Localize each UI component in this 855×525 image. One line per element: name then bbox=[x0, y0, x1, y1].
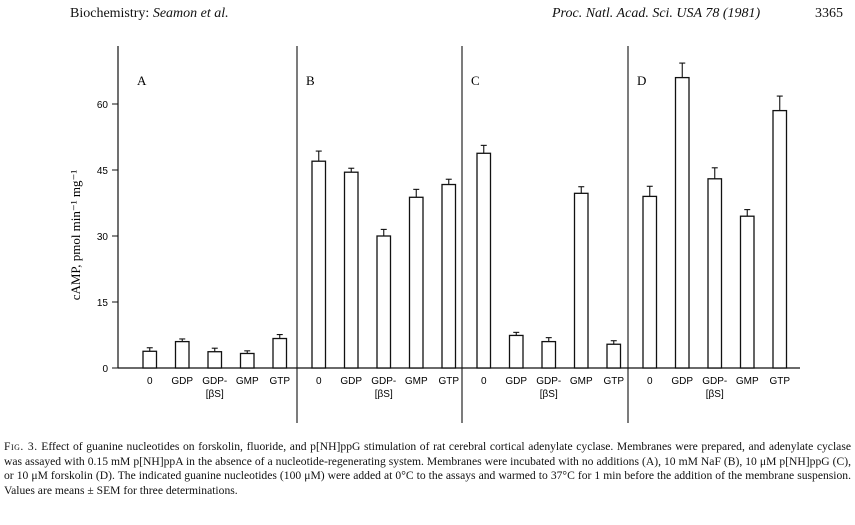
bar bbox=[208, 352, 222, 368]
bar bbox=[273, 339, 287, 368]
x-tick-label: GTP bbox=[769, 376, 791, 387]
bar bbox=[410, 197, 424, 368]
figure-label: Fig. 3. bbox=[4, 440, 38, 453]
bar bbox=[607, 344, 621, 368]
x-tick-label-line2: [βS] bbox=[374, 389, 393, 400]
panel-b bbox=[306, 73, 459, 400]
panel-label: C bbox=[471, 73, 480, 88]
journal-name: Biochemistry: bbox=[70, 6, 150, 21]
bar bbox=[643, 196, 657, 368]
x-tick-label: GDP bbox=[171, 376, 194, 387]
panel-c bbox=[471, 73, 624, 400]
bar bbox=[676, 78, 690, 368]
x-tick-label: GMP bbox=[735, 376, 759, 387]
x-tick-label: GTP bbox=[269, 376, 291, 387]
x-tick-label-line2: [βS] bbox=[205, 389, 224, 400]
bar bbox=[377, 236, 391, 368]
bar bbox=[143, 351, 157, 368]
figure-caption bbox=[4, 440, 851, 498]
panel-label: B bbox=[306, 73, 315, 88]
x-tick-label: GMP bbox=[569, 376, 593, 387]
bar bbox=[442, 185, 456, 368]
x-tick-label: GDP bbox=[505, 376, 528, 387]
y-tick-label: 0 bbox=[102, 364, 108, 375]
bar bbox=[773, 111, 787, 368]
bar bbox=[510, 335, 524, 368]
panel-label: A bbox=[137, 73, 147, 88]
x-tick-label: GDP- bbox=[536, 376, 562, 387]
panel-label: D bbox=[637, 73, 647, 88]
x-tick-label: GDP bbox=[671, 376, 694, 387]
journal-citation: Proc. Natl. Acad. Sci. USA 78 (1981) bbox=[552, 6, 761, 21]
caption-text: Effect of guanine nucleotides on forskolin, fluoride, and p[NH]ppG stimulation of rat cerebral cortical adenylate cyclase. Membranes were prepared, and adenylate cyclase was assayed with 0.15 mM p[NH]ppA in the absence of a nucleotide-regenerating system. Membranes were incubated with no additions (A), 10 mM NaF (B), 10 μM p[NH]ppG (C), or 10 μM forskolin (D). The indicated guanine nucleotides (100 μM) were added at 0°C to the assays and warmed to 37°C for 1 min before the addition of the membrane suspension. Values are means ± SEM for three determinations. bbox=[4, 440, 851, 497]
bar bbox=[542, 342, 556, 368]
bar bbox=[241, 353, 255, 368]
x-tick-label: GDP bbox=[340, 376, 363, 387]
x-tick-label: 0 bbox=[146, 376, 153, 387]
y-tick-label: 60 bbox=[96, 100, 108, 111]
x-tick-label-line2: [βS] bbox=[539, 389, 558, 400]
bar bbox=[176, 342, 190, 368]
x-tick-label-line2: [βS] bbox=[705, 389, 724, 400]
bar bbox=[708, 179, 722, 368]
chart-panels bbox=[137, 46, 790, 423]
x-tick-label: GDP- bbox=[371, 376, 397, 387]
x-tick-label: GMP bbox=[235, 376, 259, 387]
panel-a bbox=[137, 73, 290, 400]
x-tick-label: GDP- bbox=[702, 376, 728, 387]
y-tick-label: 15 bbox=[96, 298, 108, 309]
bar bbox=[312, 161, 326, 368]
bar bbox=[741, 216, 755, 368]
page-number: 3365 bbox=[815, 6, 843, 21]
bar bbox=[477, 153, 491, 368]
bar bbox=[575, 193, 589, 368]
x-tick-label: GDP- bbox=[202, 376, 228, 387]
x-tick-label: 0 bbox=[315, 376, 322, 387]
bar bbox=[345, 172, 359, 368]
y-tick-label: 30 bbox=[96, 232, 108, 243]
y-axis-label: cAMP, pmol min⁻¹ mg⁻¹ bbox=[68, 169, 83, 301]
x-tick-label: GMP bbox=[404, 376, 428, 387]
x-tick-label: GTP bbox=[438, 376, 460, 387]
author-names: Seamon et al. bbox=[152, 6, 229, 21]
x-tick-label: 0 bbox=[480, 376, 487, 387]
x-tick-label: GTP bbox=[603, 376, 625, 387]
x-tick-label: 0 bbox=[646, 376, 653, 387]
y-tick-label: 45 bbox=[96, 166, 108, 177]
panel-d bbox=[637, 63, 790, 400]
